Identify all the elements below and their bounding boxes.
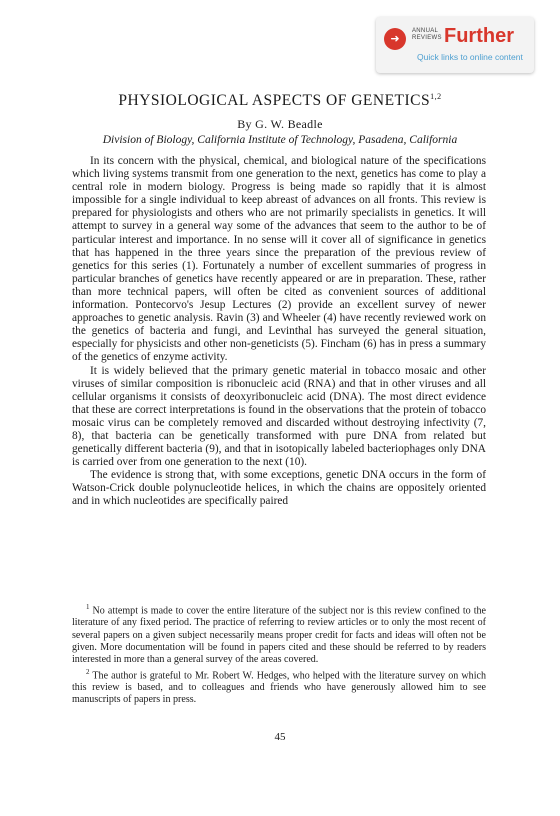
footnote-mark: 2 (86, 667, 90, 676)
article-title-text: PHYSIOLOGICAL ASPECTS OF GENETICS (118, 92, 431, 110)
banner-quick-links[interactable]: Quick links to online content (417, 52, 523, 62)
affiliation: Division of Biology, California Institute of Technology, Pasadena, California (102, 134, 458, 146)
article-body (72, 155, 486, 509)
body-paragraph: The evidence is strong that, with some exceptions, genetic DNA occurs in the form of Watson-Crick double polynucleotide helices, in which the chains are oppositely oriented and in which nucleotides are specifically paired (72, 469, 486, 508)
article-title (0, 92, 560, 110)
footnotes (72, 601, 486, 706)
banner-line1: ANNUAL (412, 28, 439, 34)
footnote (72, 666, 486, 707)
footnote-mark: 1 (86, 603, 90, 611)
page-number: 45 (274, 731, 286, 743)
banner-publisher-label (412, 28, 442, 42)
footnote (72, 601, 486, 666)
banner-line2: REVIEWS (412, 35, 442, 41)
footnote-text: The author is grateful to Mr. Robert W. Hedges, who helped with the literature survey on which this review is based, and to colleagues and friends who have generously allowed him to see manuscripts of papers in press. (72, 670, 486, 706)
byline: By G. W. Beadle (237, 117, 323, 131)
arrow-icon: ➜ (384, 28, 406, 50)
body-paragraph: In its concern with the physical, chemical, and biological nature of the specifications which living systems transmit from one generation to the next, genetics has come to play a central role in modern biology. Progress is being made so rapidly that it is almost impossible for a single individual to keep abreast of advances on all fronts. This review is prepared for physiologists and others who are not primarily specialists in genetics. It will attempt to survey in a general way some of the advances that seem to the author to be of particular interest and importance. In no sense will it cover all of significance in genetics that has happened in the three years since the preparation of the previous review of genetics for this series (1). Fortunately a number of excellent summaries of progress in particular branches of genetics have recently appeared or are in preparation. These, rather than more technical papers, will often be cited as convenient sources of additional information. Pontecorvo's Jesup Lectures (2) provide an excellent survey of newer approaches to genetic analysis. Ravin (3) and Wheeler (4) have recently reviewed work on the genetics of bacteria and fungi, and Levinthal has surveyed the general situation, especially for physicists and other non-geneticists (5). Fincham (6) has in press a summary of the genetics of enzyme activity. (72, 155, 486, 364)
annual-reviews-further-banner[interactable] (376, 17, 534, 73)
banner-brand: Further (444, 25, 514, 47)
footnote-text: No attempt is made to cover the entire literature of the subject nor is this review confined to the literature of any fixed period. The practice of referring to review articles or to only the most recent of several papers on a given subject necessarily means proper credit for facts and ideas will often not be given. More documentation will be found in papers cited and these should be referred to by readers interested in more than a general survey of the areas covered. (72, 605, 486, 665)
title-footnote-refs: 1,2 (430, 92, 442, 101)
body-paragraph: It is widely believed that the primary genetic material in tobacco mosaic and other viruses of similar composition is ribonucleic acid (RNA) and that in other viruses and all cellular organisms it consists of deoxyribonucleic acid (DNA). The most direct evidence that these are correct interpretations is found in the observations that the protein of tobacco mosaic virus can be completely removed and discarded without destroying infectivity (7, 8), that bacteria can be genetically transformed with pure DNA from related but genetically different bacteria (9), and that in isotopically labeled bacteriophages only DNA is carried over from one generation to the next (10). (72, 364, 486, 469)
